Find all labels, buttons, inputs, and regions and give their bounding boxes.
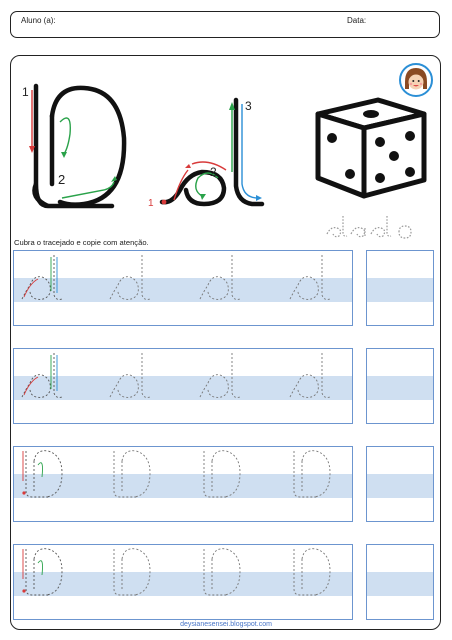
stroke-number-2: 2 (58, 172, 66, 187)
traced-letters (14, 447, 354, 523)
date-label: Data: (347, 16, 367, 25)
svg-text:2: 2 (210, 165, 217, 179)
avatar-girl-icon (399, 63, 433, 97)
writing-band (367, 572, 433, 596)
practice-row (13, 250, 353, 326)
instruction-text: Cubra o tracejado e copie com atenção. (14, 238, 149, 247)
traced-letters (14, 349, 354, 425)
dice-icon (308, 96, 432, 200)
traced-letters (14, 545, 354, 621)
student-header (10, 11, 440, 38)
svg-text:1: 1 (148, 198, 154, 209)
practice-row (13, 446, 353, 522)
student-name-label: Aluno (a): (21, 16, 56, 25)
copy-box[interactable] (366, 446, 434, 522)
traced-letters (14, 251, 354, 327)
writing-band (367, 278, 433, 302)
model-letters-dD (12, 80, 270, 210)
capital-d-model (22, 85, 124, 206)
copy-box[interactable] (366, 348, 434, 424)
svg-text:3: 3 (245, 99, 252, 113)
practice-row (13, 348, 353, 424)
writing-band (367, 376, 433, 400)
stroke-number-1: 1 (22, 85, 29, 99)
writing-band (367, 474, 433, 498)
dotted-word-dado (323, 214, 423, 240)
practice-row (13, 544, 353, 620)
small-d-model (148, 99, 262, 209)
footer-url: deysianesensei.blogspot.com (180, 621, 272, 628)
copy-box[interactable] (366, 250, 434, 326)
copy-box[interactable] (366, 544, 434, 620)
